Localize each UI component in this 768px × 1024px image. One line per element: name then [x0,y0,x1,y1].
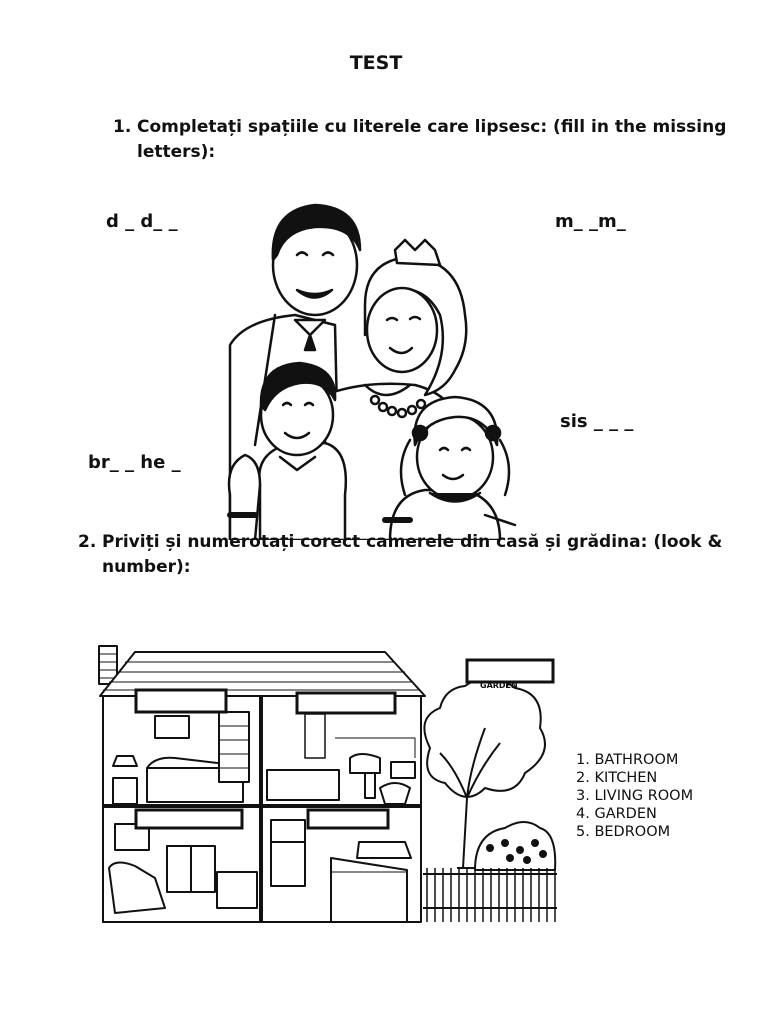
list-item: 4. GARDEN [576,806,657,822]
list-item: 2. KITCHEN [576,770,658,786]
question-2-text: Priviți și numerotați corect camerele din casă și grădina: (look & number): [102,532,723,577]
label-box-garden[interactable] [467,660,553,682]
garden-sign-text: GARDEN [480,681,518,690]
page-title: TEST [349,52,403,74]
blank-sister: sis _ _ _ [560,411,634,432]
blank-dad: d _ d_ _ [106,211,178,232]
family-illustration [215,195,525,540]
label-box-bedroom[interactable] [136,690,226,712]
question-2-number: 2. [78,532,97,552]
house-illustration [95,638,557,928]
list-item: 1. BATHROOM [576,752,679,768]
label-box-living-room[interactable] [136,810,242,828]
question-1-number: 1. [113,117,132,137]
list-item: 3. LIVING ROOM [576,788,694,804]
list-item: 5. BEDROOM [576,824,671,840]
question-1 [113,115,763,165]
question-2 [78,530,758,580]
question-1-text: Completați spațiile cu literele care lipsesc: (fill in the missing letters): [137,117,727,162]
label-box-kitchen[interactable] [308,810,388,828]
blank-mum: m_ _m_ [555,211,626,232]
rooms-list [576,751,693,841]
blank-brother: br_ _ he _ [88,452,181,473]
label-box-bathroom[interactable] [297,693,395,713]
